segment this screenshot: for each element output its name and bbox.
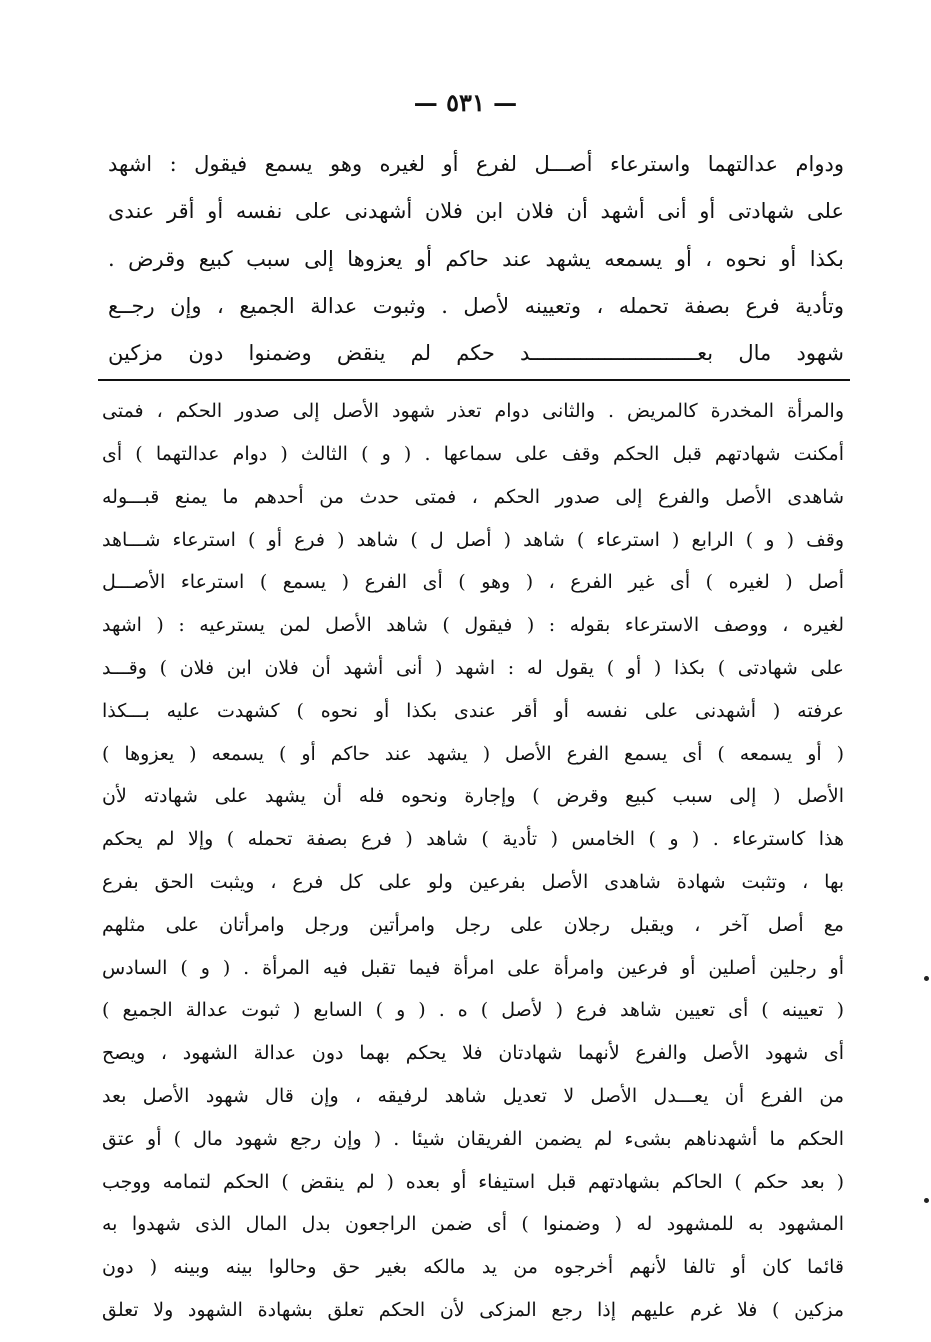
sharh-line: شاهدى الأصل والفرع إلى صدور الحكم ، فمتى حدث من أحدهم ما يمنع قبـــوله — [102, 486, 844, 508]
sharh-line: بها ، وتثبت شهادة شاهدى الأصل بفرعين ولو على كل فرع ، ويثبت الحق بفرع — [102, 871, 844, 893]
sharh-line: أمكنت شهادتهم قبل الحكم وقف على سماعها . ( و ) الثالث ( دوام عدالتهما ) أى — [102, 443, 844, 465]
sharh-line: والمرأة المخدرة كالمريض . والثانى دوام تعذر شهود الأصل إلى صدور الحكم ، فمتى — [102, 400, 844, 422]
matn-line: شهود مال بعـــــــــــــــــــــــــــد حكم لم ينقض وضمنوا دون مزكين — [108, 341, 844, 365]
sharh-line: هذا كاسترعاء . ( و ) الخامس ( تأدية ) شاهد ( فرع بصفة تحمله ) وإلا لم يحكم — [102, 828, 844, 850]
sharh-line: ( بعد حكم ) الحاكم بشهادتهم قبل استيفاء أو بعده ( لم ينقض ) الحكم لتمامه ووجب — [102, 1171, 844, 1193]
sharh-line: أصل ( لغيره ) أى غير الفرع ، ( وهو ) أى الفرع ( يسمع ) استرعاء الأصـــل — [102, 571, 844, 593]
sharh-line: قائما كان أو تالفا لأنهم أخرجوه من يد مالكه بغير حق وحالوا بينه وبينه ( دون — [102, 1256, 844, 1278]
sharh-line: الحكم ما أشهدناهم بشىء لم يضمن الفريقان شيئا . ( وإن رجع شهود مال ) أو عتق — [102, 1128, 844, 1150]
sharh-line: المشهود به للمشهود له ( وضمنوا ) أى ضمن الراجعون بدل المال الذى شهدوا به — [102, 1213, 844, 1235]
sharh-line: عرفته ( أشهدنى على نفسه أو أقر عندى بكذا أو نحوه ) كشهدت عليه بـــكذا — [102, 700, 844, 722]
margin-dot — [924, 1198, 929, 1203]
sharh-line: على شهادتى ) بكذا ( أو ) يقول له : اشهد ( أنى أشهد أن فلان ابن فلان ) وقـــد — [102, 657, 844, 679]
sharh-line: مع أصل آخر ، ويقبل رجلان على رجل وامرأتين ورجل وامرأتان على مثلهم — [102, 914, 844, 936]
sharh-line: ( أو يسمعه ) أى يسمع الفرع الأصل ( يشهد عند حاكم أو ) يسمعه ( يعزوها ) — [102, 743, 844, 765]
page-number: — ٥٣١ — — [413, 88, 518, 117]
matn-line: ودوام عدالتهما واسترعاء أصـــل لفرع أو لغيره وهو يسمع فيقول : اشهد — [108, 152, 844, 176]
sharh-line: لغيره ، ووصف الاسترعاء بقوله : ( فيقول ) شاهد الأصل لمن يسترعيه : ( اشهد — [102, 614, 844, 636]
sharh-line: من الفرع أن يعـــدل الأصل لا تعديل شاهد لرفيقه ، وإن قال شهود الأصل بعد — [102, 1085, 844, 1107]
sharh-line: وقف ( و ) الرابع ( استرعاء ) شاهد ( أصل ل ) شاهد ( فرع أو ) استرعاء شـــاهد — [102, 529, 844, 551]
sharh-line: أى شهود الأصل والفرع لأنهما شهادتان فلا يحكم بهما دون عدالة الشهود ، ويصح — [102, 1042, 844, 1064]
sharh-line: ( تعيينه ) أى تعيين شاهد فرع ( لأصل ) ه . ( و ) السابع ( ثبوت عدالة الجميع ) — [102, 999, 844, 1021]
matn-line: بكذا أو نحوه ، أو يسمعه يشهد عند حاكم أو يعزوها إلى سبب كبيع وقرض . — [108, 247, 844, 271]
sharh-line: مزكين ) فلا غرم عليهم إذا رجع المزكى لأن الحكم تعلق بشهادة الشهود ولا تعلق — [102, 1299, 844, 1321]
matn-line: على شهادتى أو أنى أشهد أن فلان ابن فلان أشهدنى على نفسه أو أقر عندى — [108, 199, 844, 223]
margin-dot — [924, 976, 929, 981]
section-divider — [98, 379, 850, 381]
sharh-line: الأصل ( إلى سبب كبيع وقرض ) وإجارة ونحوه فله أن يشهد على شهادته لأن — [102, 785, 844, 807]
matn-line: وتأدية فرع بصفة تحمله ، وتعيينه لأصل . وثبوت عدالة الجميع ، وإن رجــع — [108, 294, 844, 318]
sharh-line: أو رجلين أصلين أو فرعين وامرأة على امرأة فيما تقبل فيه المرأة . ( و ) السادس — [102, 957, 844, 979]
